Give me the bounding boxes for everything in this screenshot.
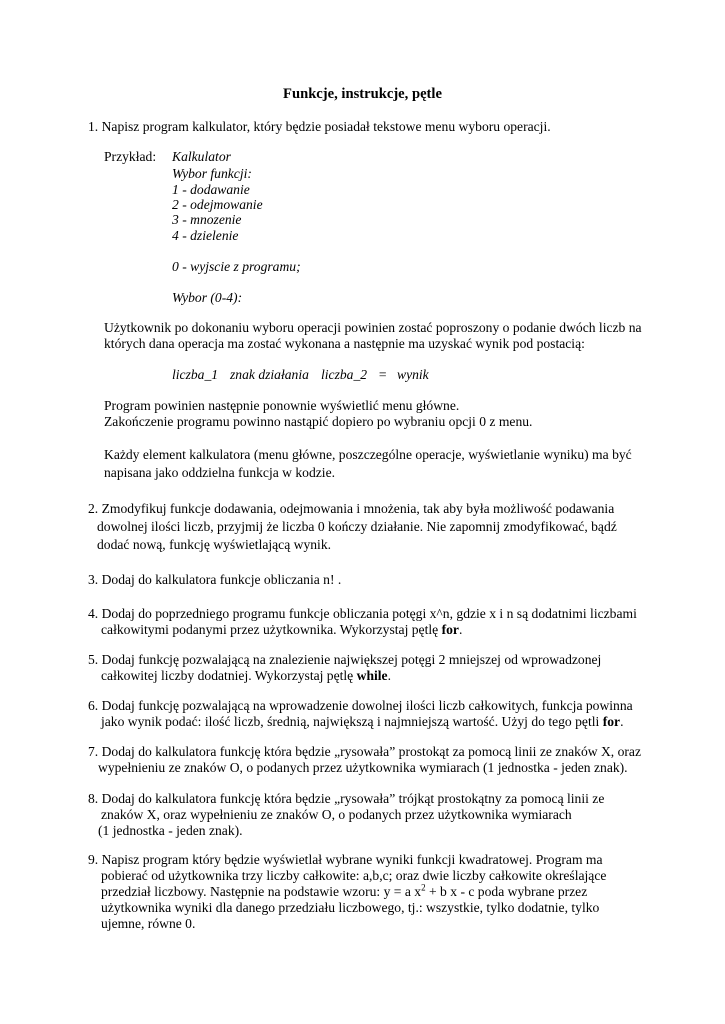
task-8-line: (1 jednostka - jeden znak).	[98, 823, 243, 838]
page-title: Funkcje, instrukcje, pętle	[283, 86, 442, 102]
task-1-intro: 1. Napisz program kalkulator, który będzie posiadał tekstowe menu wyboru operacji.	[88, 119, 551, 134]
task-8-line: 8. Dodaj do kalkulatora funkcję która będzie „rysowała” trójkąt prostokątny za pomocą linii ze	[88, 791, 605, 806]
task-8-line: znaków X, oraz wypełnieniu ze znaków O, o podanych przez użytkownika wymiarach	[101, 807, 572, 822]
paragraph-line: Każdy element kalkulatora (menu główne, poszczególne operacje, wyświetlanie wyniku) ma być	[104, 447, 632, 462]
paragraph-line: napisana jako oddzielna funkcja w kodzie.	[104, 465, 336, 480]
task-9-line: użytkownika wyniki dla danego przedziału liczbowego, tj.: wszystkie, tylko dodatnie, tylko	[101, 900, 600, 915]
task-7-line: 7. Dodaj do kalkulatora funkcję która będzie „rysowała” prostokąt za pomocą linii ze znaków X, oraz	[88, 744, 641, 759]
example-line: Wybor (0-4):	[172, 290, 243, 305]
task-5-line: całkowitej liczby dodatniej. Wykorzystaj pętlę while.	[101, 668, 391, 683]
keyword-for: for	[441, 622, 459, 637]
keyword-while: while	[356, 668, 388, 683]
task-9-line: ujemne, równe 0.	[101, 916, 196, 931]
paragraph-line: Użytkownik po dokonaniu wyboru operacji powinien zostać poproszony o podanie dwóch liczb na	[104, 320, 642, 335]
exponent: 2	[421, 882, 426, 893]
keyword-for: for	[602, 714, 621, 729]
task-5-line: 5. Dodaj funkcję pozwalającą na znalezienie największej potęgi 2 mniejszej od wprowadzonej	[88, 652, 602, 667]
example-line: Wybor funkcji:	[172, 166, 252, 181]
task-4-line: 4. Dodaj do poprzedniego programu funkcje obliczania potęgi x^n, gdzie x i n są dodatnimi liczbami	[88, 606, 637, 621]
formula-term: liczba_1	[172, 367, 219, 382]
task-2-line: 2. Zmodyfikuj funkcje dodawania, odejmowania i mnożenia, tak aby była możliwość podawania	[88, 501, 615, 516]
task-6-line: jako wynik podać: ilość liczb, średnią, największą i najmniejszą wartość. Użyj do tego pętli for.	[101, 714, 624, 729]
example-label: Przykład:	[104, 149, 157, 164]
example-line: 2 - odejmowanie	[172, 197, 263, 212]
task-7-line: wypełnieniu ze znaków O, o podanych przez użytkownika wymiarach (1 jednostka - jeden znak).	[98, 760, 628, 775]
task-9-line: przedział liczbowy. Następnie na podstawie wzoru: y = a $x^2 + b$ x - c poda wybrane przez	[101, 882, 588, 899]
example-line: 0 - wyjscie z programu;	[172, 259, 301, 274]
formula-term: =	[378, 367, 388, 382]
formula-term: liczba_2	[321, 367, 368, 382]
task-6-line: 6. Dodaj funkcję pozwalającą na wprowadzenie dowolnej ilości liczb całkowitych, funkcja powinna	[88, 698, 633, 713]
task-4-line: całkowitymi podanymi przez użytkownika. Wykorzystaj pętlę for.	[101, 622, 463, 637]
formula-term: wynik	[397, 367, 429, 382]
task-9-line: 9. Napisz program który będzie wyświetlał wybrane wyniki funkcji kwadratowej. Program ma	[88, 852, 603, 867]
task-9-line: pobierać od użytkownika trzy liczby całkowite: a,b,c; oraz dwie liczby całkowite określające	[101, 868, 607, 883]
formula-term: znak działania	[230, 367, 309, 382]
paragraph-line: których dana operacja ma zostać wykonana a następnie ma uzyskać wynik pod postacią:	[104, 336, 585, 351]
example-line: 4 - dzielenie	[172, 228, 239, 243]
paragraph-line: Program powinien następnie ponownie wyświetlić menu główne.	[104, 398, 460, 413]
example-line: 1 - dodawanie	[172, 182, 250, 197]
task-3-line: 3. Dodaj do kalkulatora funkcje obliczania n! .	[88, 572, 342, 587]
example-line: 3 - mnozenie	[172, 212, 242, 227]
example-line: Kalkulator	[172, 149, 231, 164]
paragraph-line: Zakończenie programu powinno nastąpić dopiero po wybraniu opcji 0 z menu.	[104, 414, 533, 429]
task-2-line: dowolnej ilości liczb, przyjmij że liczba 0 kończy działanie. Nie zapomnij zmodyfikować, bądź	[97, 519, 617, 534]
task-2-line: dodać nową, funkcję wyświetlającą wynik.	[97, 537, 332, 552]
